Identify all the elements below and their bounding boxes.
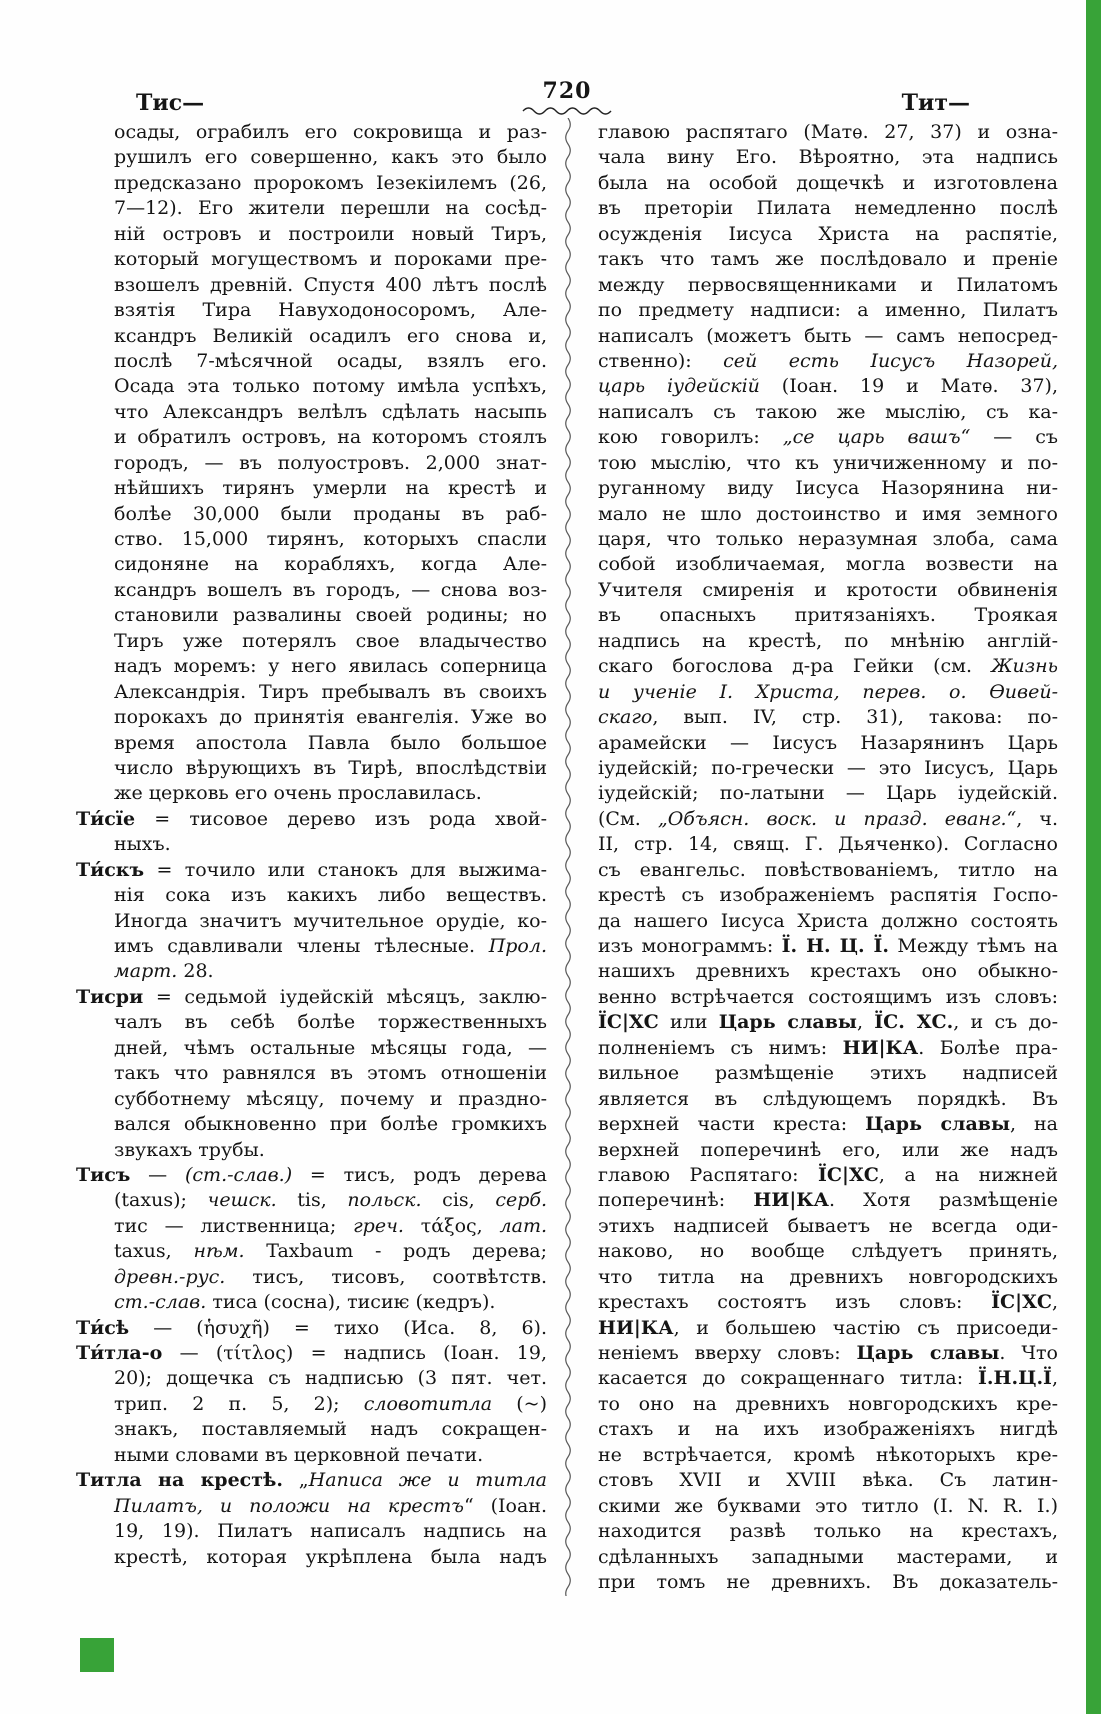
plain-text: , xyxy=(1051,1367,1058,1390)
church-slavonic-text: Царь славы xyxy=(865,1113,1011,1136)
column-divider-squiggle xyxy=(564,118,574,1596)
text-line xyxy=(74,1316,547,1341)
church-slavonic-text: Ї.Н.Ц.Ї xyxy=(978,1367,1052,1390)
plain-text: который могуществомъ и пороками пре- xyxy=(114,248,547,271)
plain-text: Taxbaum - родъ дерева; xyxy=(244,1240,547,1263)
plain-text: II, стр. 14, свящ. Г. Дьяченко). Согласно xyxy=(598,833,1058,856)
plain-text: взошелъ древній. Спустя 400 лѣтъ послѣ xyxy=(114,273,547,296)
plain-text: Александрія. Тиръ пребывалъ въ своихъ xyxy=(114,680,547,703)
italic-text: словотитла xyxy=(363,1392,493,1415)
text-line xyxy=(598,400,1058,425)
church-slavonic-text: НИ|КА xyxy=(842,1036,919,1059)
plain-text: . Хотя размѣщеніе xyxy=(829,1189,1058,1212)
text-line xyxy=(74,705,547,730)
plain-text: дней, чѣмъ остальные мѣсяцы года, — xyxy=(114,1036,547,1059)
left-column xyxy=(74,120,547,1570)
plain-text: 20); дощечка съ надписью (3 пят. чет. xyxy=(114,1367,547,1390)
plain-text: въ опасныхъ притязаніяхъ. Троякая xyxy=(598,604,1058,627)
text-line xyxy=(74,578,547,603)
italic-text: и ученіе І. Христа, перев. о. Ѳивей- xyxy=(598,680,1058,703)
plain-text: нашихъ древнихъ крестахъ оно обыкно- xyxy=(598,960,1058,983)
plain-text: , на xyxy=(1010,1113,1058,1136)
plain-text: не встрѣчается, кромѣ нѣкоторыхъ кре- xyxy=(598,1443,1058,1466)
text-line xyxy=(74,1036,547,1061)
plain-text: полненіемъ съ нимъ: xyxy=(598,1036,843,1059)
text-line xyxy=(74,680,547,705)
green-bottom-left-mark xyxy=(80,1638,114,1672)
text-line xyxy=(74,1010,547,1035)
text-line xyxy=(598,1214,1058,1239)
plain-text: или xyxy=(658,1011,719,1034)
text-line xyxy=(598,680,1058,705)
text-line xyxy=(74,1417,547,1442)
plain-text: болѣе 30,000 были проданы въ раб- xyxy=(114,502,547,525)
plain-text: же церковь его очень прославилась. xyxy=(114,782,482,805)
text-line xyxy=(598,552,1058,577)
entry-headword: Ти́сѣ xyxy=(76,1316,130,1339)
italic-text: „се царь вашъ“ xyxy=(782,426,971,449)
text-line xyxy=(74,832,547,857)
plain-text: неніемъ вверху словъ: xyxy=(598,1342,857,1364)
text-line xyxy=(598,451,1058,476)
text-line xyxy=(598,145,1058,170)
italic-text: польск. xyxy=(347,1189,422,1212)
plain-text: ныхъ. xyxy=(114,833,171,856)
catchword-right: Тит— xyxy=(901,90,970,116)
italic-text: Жизнь xyxy=(991,655,1058,678)
plain-text: (Іоан. 19 и Матѳ. 37), xyxy=(759,375,1058,398)
page-number: 720 xyxy=(542,78,592,104)
plain-text: , вып. IV, стр. 31), такова: по- xyxy=(652,706,1058,729)
plain-text: съ евангельс. повѣствованіемъ, титло на xyxy=(598,858,1058,881)
plain-text: іудейскій; по-гречески — это Іисусъ, Царь xyxy=(598,756,1058,779)
italic-text: царь іудейскій xyxy=(598,375,760,398)
plain-text: рушилъ его совершенно, какъ это было xyxy=(114,146,547,169)
text-line xyxy=(74,654,547,679)
italic-text: лат. xyxy=(499,1214,547,1237)
plain-text: и обратилъ островъ, на которомъ стоялъ xyxy=(114,426,547,449)
plain-text: кою говорилъ: xyxy=(598,426,783,449)
text-line xyxy=(598,298,1058,323)
plain-text: Между тѣмъ на xyxy=(889,935,1058,957)
text-line xyxy=(598,1545,1058,1570)
plain-text: чала вину Его. Вѣроятно, эта надпись xyxy=(598,146,1058,169)
plain-text: крестѣ съ изображеніемъ распятія Госпо- xyxy=(598,884,1058,907)
plain-text: главою Распятаго: xyxy=(598,1163,819,1186)
plain-text: время апостола Павла было большое xyxy=(114,731,547,754)
text-line xyxy=(74,1087,547,1112)
text-line xyxy=(598,1392,1058,1417)
text-line xyxy=(74,1468,547,1493)
plain-text: тою мыслію, что къ уничиженному и по- xyxy=(598,451,1058,474)
text-line xyxy=(598,985,1058,1010)
plain-text: Иногда значитъ мучительное орудіе, ко- xyxy=(114,909,547,932)
plain-text: крестѣ, которая укрѣплена была надъ xyxy=(114,1545,547,1568)
text-line xyxy=(598,1443,1058,1468)
italic-text: Написа же и титла xyxy=(308,1469,547,1492)
text-line xyxy=(74,1392,547,1417)
church-slavonic-text: Царь славы xyxy=(718,1011,857,1034)
text-line xyxy=(598,1366,1058,1391)
text-line xyxy=(74,273,547,298)
text-line xyxy=(598,1163,1058,1188)
plain-text: = точило или станокъ для выжима- xyxy=(144,858,547,881)
entry-headword: Тисъ xyxy=(76,1163,131,1186)
italic-text: „Объясн. воск. и празд. еванг.“ xyxy=(657,807,1017,830)
entry-headword: Ти́тла-о xyxy=(76,1342,163,1364)
text-line xyxy=(598,171,1058,196)
text-line xyxy=(74,476,547,501)
plain-text: порокахъ до принятія евангелія. Уже во xyxy=(114,706,547,729)
text-line xyxy=(74,731,547,756)
church-slavonic-text: ЇС|ХС xyxy=(818,1163,879,1186)
plain-text: въ преторіи Пилата немедленно послѣ xyxy=(598,197,1058,220)
plain-text: вильное размѣщеніе этихъ надписей xyxy=(598,1062,1058,1085)
text-line xyxy=(74,603,547,628)
text-line xyxy=(74,1545,547,1570)
plain-text: что титла на древнихъ новгородскихъ xyxy=(598,1265,1058,1288)
text-line xyxy=(598,1188,1058,1213)
text-line xyxy=(598,196,1058,221)
text-line xyxy=(598,756,1058,781)
text-line xyxy=(74,374,547,399)
text-line xyxy=(598,1290,1058,1315)
text-line xyxy=(74,400,547,425)
text-line xyxy=(74,502,547,527)
plain-text: главою распятаго (Матѳ. 27, 37) и озна- xyxy=(598,121,1058,143)
church-slavonic-text: НИ|КА xyxy=(598,1316,674,1339)
text-line xyxy=(598,629,1058,654)
text-line xyxy=(74,1443,547,1468)
plain-text: τάξος, xyxy=(403,1214,500,1237)
plain-text: тиса (сосна), тисиѥ (кедръ). xyxy=(206,1291,496,1314)
plain-text: находится развѣ только на крестахъ, xyxy=(598,1520,1058,1543)
plain-text: послѣ 7-мѣсячной осады, взялъ его. xyxy=(114,349,547,372)
plain-text: 28. xyxy=(177,960,214,983)
text-line xyxy=(598,1519,1058,1544)
plain-text: руганному виду Іисуса Назорянина ни- xyxy=(598,477,1058,500)
text-line xyxy=(74,1239,547,1264)
plain-text: “ (Іоан. xyxy=(463,1494,547,1517)
page-number-block xyxy=(512,78,622,115)
text-line xyxy=(74,1188,547,1213)
text-line xyxy=(598,247,1058,272)
text-line xyxy=(598,1010,1058,1035)
plain-text: ній островъ и построили новый Тиръ, xyxy=(114,222,547,245)
plain-text: ственно): xyxy=(598,349,724,372)
italic-text: нѣм. xyxy=(193,1240,245,1263)
text-line xyxy=(74,222,547,247)
plain-text: = тисъ, родъ дерева xyxy=(292,1163,547,1186)
plain-text: — xyxy=(130,1163,185,1186)
text-line xyxy=(598,1468,1058,1493)
plain-text: іудейскій; по-латыни — Царь іудейскій. xyxy=(598,782,1058,805)
plain-text: венно встрѣчается состоящимъ изъ словъ: xyxy=(598,985,1058,1008)
green-right-edge-mark xyxy=(1086,0,1101,1714)
text-line xyxy=(598,807,1058,832)
entry-headword: Ти́скъ xyxy=(76,858,145,881)
plain-text: нѣйшихъ тирянъ умерли на крестѣ и xyxy=(114,477,547,500)
text-line xyxy=(598,858,1058,883)
plain-text: — (τίτλος) = надпись (Іоан. 19, xyxy=(162,1342,547,1364)
plain-text: звукахъ трубы. xyxy=(114,1138,265,1161)
text-line xyxy=(598,909,1058,934)
plain-text: ксандръ вошелъ въ городъ, — снова воз- xyxy=(114,578,547,601)
italic-text: Прол. xyxy=(488,935,547,957)
text-line xyxy=(74,552,547,577)
plain-text: , и большею частію съ присоеди- xyxy=(673,1316,1058,1339)
text-line xyxy=(74,1214,547,1239)
italic-text: ст.-слав. xyxy=(114,1291,207,1314)
text-line xyxy=(598,374,1058,399)
church-slavonic-text: НИ|КА xyxy=(753,1189,829,1212)
church-slavonic-text: Ї. Н. Ц. Ї. xyxy=(781,935,890,957)
plain-text: , и съ до- xyxy=(953,1011,1058,1034)
plain-text: число вѣрующихъ въ Тирѣ, впослѣдствіи xyxy=(114,756,547,779)
text-line xyxy=(598,603,1058,628)
text-line xyxy=(74,324,547,349)
text-line xyxy=(598,425,1058,450)
plain-text: — съ xyxy=(970,426,1058,449)
text-line xyxy=(598,578,1058,603)
text-line xyxy=(598,934,1058,959)
text-line xyxy=(74,1494,547,1519)
plain-text: Осада эта только потому имѣла успѣхъ, xyxy=(114,375,547,398)
text-line xyxy=(598,1239,1058,1264)
text-line xyxy=(598,476,1058,501)
text-line xyxy=(74,985,547,1010)
text-line xyxy=(74,349,547,374)
plain-text: осужденія Іисуса Христа на распятіе, xyxy=(598,222,1058,245)
plain-text: = седьмой іудейскій мѣсяцъ, заклю- xyxy=(143,985,547,1008)
plain-text: что Александръ велѣлъ сдѣлать насыпь xyxy=(114,400,547,423)
entry-headword: Ти́сїе xyxy=(76,807,136,830)
plain-text: надъ моремъ: у него явилась соперница xyxy=(114,655,547,678)
plain-text: чалъ въ себѣ болѣе торжественныхъ xyxy=(114,1011,547,1034)
right-column xyxy=(598,120,1058,1595)
text-line xyxy=(74,527,547,552)
plain-text: тисъ, тисовъ, соотвѣтств. xyxy=(225,1265,547,1288)
text-line xyxy=(598,705,1058,730)
text-line xyxy=(74,1290,547,1315)
entry-headword: Титла на крестѣ. xyxy=(76,1469,284,1492)
church-slavonic-text: ЇС|ХС xyxy=(598,1011,659,1034)
text-line xyxy=(598,1138,1058,1163)
plain-text: надпись на крестѣ, по мнѣнію англій- xyxy=(598,629,1058,652)
plain-text: , а на нижней xyxy=(878,1163,1058,1186)
italic-text: сей есть Іисусъ Назорей, xyxy=(723,349,1058,372)
text-line xyxy=(598,959,1058,984)
plain-text: , xyxy=(1051,1291,1058,1314)
plain-text: Тиръ уже потерялъ свое владычество xyxy=(114,629,547,652)
text-line xyxy=(74,1366,547,1391)
text-line xyxy=(598,731,1058,756)
entry-headword: Тисри xyxy=(76,985,144,1008)
plain-text: вался обыкновенно при болѣе громкихъ xyxy=(114,1113,547,1136)
plain-text: арамейски — Іисусъ Назарянинъ Царь xyxy=(598,731,1058,754)
text-line xyxy=(598,222,1058,247)
plain-text: городъ, — въ полуостровъ. 2,000 знат- xyxy=(114,451,547,474)
church-slavonic-text: Царь славы xyxy=(856,1342,1000,1364)
running-head xyxy=(74,78,1058,118)
italic-text: март. xyxy=(114,960,178,983)
plain-text: да нашего Іисуса Христа должно состоять xyxy=(598,909,1058,932)
plain-text: субботнему мѣсяцу, почему и праздно- xyxy=(114,1087,547,1110)
catchword-left: Тис— xyxy=(136,90,205,116)
text-line xyxy=(598,1112,1058,1137)
plain-text: написалъ (можетъ быть — самъ непосред- xyxy=(598,324,1058,347)
page-number-flourish-icon xyxy=(521,105,613,115)
plain-text: стахъ и на ихъ изображеніяхъ нигдѣ xyxy=(598,1418,1058,1441)
plain-text: изъ монограммъ: xyxy=(598,935,782,957)
plain-text: . Болѣе пра- xyxy=(918,1036,1058,1059)
text-line xyxy=(598,273,1058,298)
text-line xyxy=(598,1036,1058,1061)
plain-text: верхней части креста: xyxy=(598,1113,866,1136)
text-line xyxy=(598,120,1058,145)
plain-text: этихъ надписей бываетъ не всегда оди- xyxy=(598,1214,1058,1237)
plain-text: крестахъ состоятъ изъ словъ: xyxy=(598,1291,992,1314)
plain-text: взятія Тира Навуходоносоромъ, Але- xyxy=(114,299,547,322)
plain-text: (~) xyxy=(492,1392,547,1415)
plain-text: является въ слѣдующемъ порядкѣ. Въ xyxy=(598,1087,1058,1110)
text-line xyxy=(598,883,1058,908)
plain-text: 19, 19). Пилатъ написалъ надпись на xyxy=(114,1520,547,1543)
text-line xyxy=(598,654,1058,679)
italic-text: скаго xyxy=(598,706,653,729)
text-line xyxy=(74,807,547,832)
plain-text: такъ что тамъ же послѣдовало и преніе xyxy=(598,248,1058,271)
plain-text: между первосвященниками и Пилатомъ xyxy=(598,273,1058,296)
plain-text: мало не шло достоинство и имя земного xyxy=(598,502,1058,525)
plain-text: — (ἡσυχῆ) = тихо (Иса. 8, 6). xyxy=(129,1316,547,1339)
text-line xyxy=(74,171,547,196)
italic-text: чешск. xyxy=(207,1189,277,1212)
plain-text: царя, что только неразумная злоба, сама xyxy=(598,528,1058,550)
plain-text: верхней поперечинѣ его, или же надъ xyxy=(598,1138,1058,1161)
plain-text: (См. xyxy=(598,807,658,830)
text-line xyxy=(74,1112,547,1137)
text-line xyxy=(74,1138,547,1163)
text-line xyxy=(598,527,1058,552)
plain-text: . Что xyxy=(999,1342,1058,1364)
text-line xyxy=(74,425,547,450)
plain-text: Учителя смиренія и кротости обвиненія xyxy=(598,578,1058,601)
plain-text: нія сока изъ какихъ либо веществъ. xyxy=(114,884,547,907)
text-line xyxy=(74,1061,547,1086)
text-line xyxy=(74,781,547,806)
plain-text: 7—12). Его жители перешли на сосѣд- xyxy=(114,197,547,220)
plain-text: сидоняне на корабляхъ, когда Але- xyxy=(114,553,547,576)
text-line xyxy=(598,324,1058,349)
plain-text: наково, но вообще слѣдуетъ принять, xyxy=(598,1240,1058,1263)
plain-text: трип. 2 п. 5, 2); xyxy=(114,1392,364,1415)
plain-text: становили развалины своей родины; но xyxy=(114,604,547,627)
italic-text: серб. xyxy=(495,1189,547,1212)
plain-text: (taxus); xyxy=(114,1189,208,1212)
text-line xyxy=(74,909,547,934)
text-line xyxy=(74,120,547,145)
plain-text: ство. 15,000 тирянъ, которыхъ спасли xyxy=(114,528,547,550)
text-line xyxy=(74,934,547,959)
italic-text: греч. xyxy=(353,1214,404,1237)
plain-text: „ xyxy=(283,1469,309,1492)
church-slavonic-text: ЇС|ХС xyxy=(991,1291,1052,1314)
plain-text: была на особой дощечкѣ и изготовлена xyxy=(598,171,1058,194)
plain-text: tis, xyxy=(276,1189,348,1212)
italic-text: древн.-рус. xyxy=(114,1265,226,1288)
plain-text: скими же буквами это титло (I. N. R. I.) xyxy=(598,1494,1058,1517)
text-line xyxy=(598,781,1058,806)
text-line xyxy=(598,1341,1058,1366)
plain-text: собой изобличаемая, могла возвести на xyxy=(598,553,1058,576)
plain-text: то оно на древнихъ новгородскихъ кре- xyxy=(598,1392,1058,1415)
text-line xyxy=(74,883,547,908)
plain-text: поперечинѣ: xyxy=(598,1189,754,1212)
plain-text: ксандръ Великій осадилъ его снова и, xyxy=(114,324,547,347)
plain-text: тис — лиственница; xyxy=(114,1214,354,1237)
text-line xyxy=(74,451,547,476)
text-line xyxy=(598,1417,1058,1442)
plain-text: при томъ не древнихъ. Въ доказатель- xyxy=(598,1570,1058,1593)
text-line xyxy=(598,1061,1058,1086)
text-line xyxy=(598,832,1058,857)
plain-text: написалъ съ такою же мыслію, съ ка- xyxy=(598,400,1058,423)
plain-text: осады, ограбилъ его сокровища и раз- xyxy=(114,121,547,143)
italic-text: (ст.-слав.) xyxy=(185,1163,293,1186)
plain-text: = тисовое дерево изъ рода хвой- xyxy=(135,807,547,830)
text-line xyxy=(74,1519,547,1544)
text-line xyxy=(598,1087,1058,1112)
plain-text: знакъ, поставляемый надъ сокращен- xyxy=(114,1418,547,1441)
text-line xyxy=(74,1341,547,1366)
text-line xyxy=(74,756,547,781)
text-line xyxy=(74,298,547,323)
text-line xyxy=(74,959,547,984)
plain-text: ными словами въ церковной печати. xyxy=(114,1443,484,1466)
plain-text: cis, xyxy=(421,1189,496,1212)
plain-text: предсказано пророкомъ Іезекіилемъ (26, xyxy=(114,171,547,194)
plain-text: taxus, xyxy=(114,1240,194,1263)
plain-text: имъ сдавливали члены тѣлесные. xyxy=(114,935,489,957)
text-line xyxy=(74,858,547,883)
text-line xyxy=(598,1494,1058,1519)
text-line xyxy=(74,1265,547,1290)
plain-text: , xyxy=(856,1011,875,1034)
plain-text: сдѣланныхъ западными мастерами, и xyxy=(598,1545,1058,1568)
text-line xyxy=(74,629,547,654)
church-slavonic-text: ЇС. ХС. xyxy=(874,1011,954,1034)
plain-text: касается до сокращеннаго титла: xyxy=(598,1367,979,1390)
text-line xyxy=(74,247,547,272)
plain-text: скаго богослова д-ра Гейки (см. xyxy=(598,655,992,678)
text-line xyxy=(598,1570,1058,1595)
text-line xyxy=(598,349,1058,374)
plain-text: , ч. xyxy=(1016,807,1058,830)
italic-text: Пилатъ, и положи на крестъ xyxy=(114,1494,464,1517)
text-line xyxy=(74,196,547,221)
text-line xyxy=(598,502,1058,527)
text-line xyxy=(74,145,547,170)
plain-text: такъ что равнялся въ этомъ отношеніи xyxy=(114,1062,547,1085)
plain-text: по предмету надписи: а именно, Пилатъ xyxy=(598,299,1058,322)
plain-text: стовъ XVII и XVIII вѣка. Съ латин- xyxy=(598,1469,1058,1492)
text-line xyxy=(74,1163,547,1188)
text-line xyxy=(598,1265,1058,1290)
text-line xyxy=(598,1316,1058,1341)
